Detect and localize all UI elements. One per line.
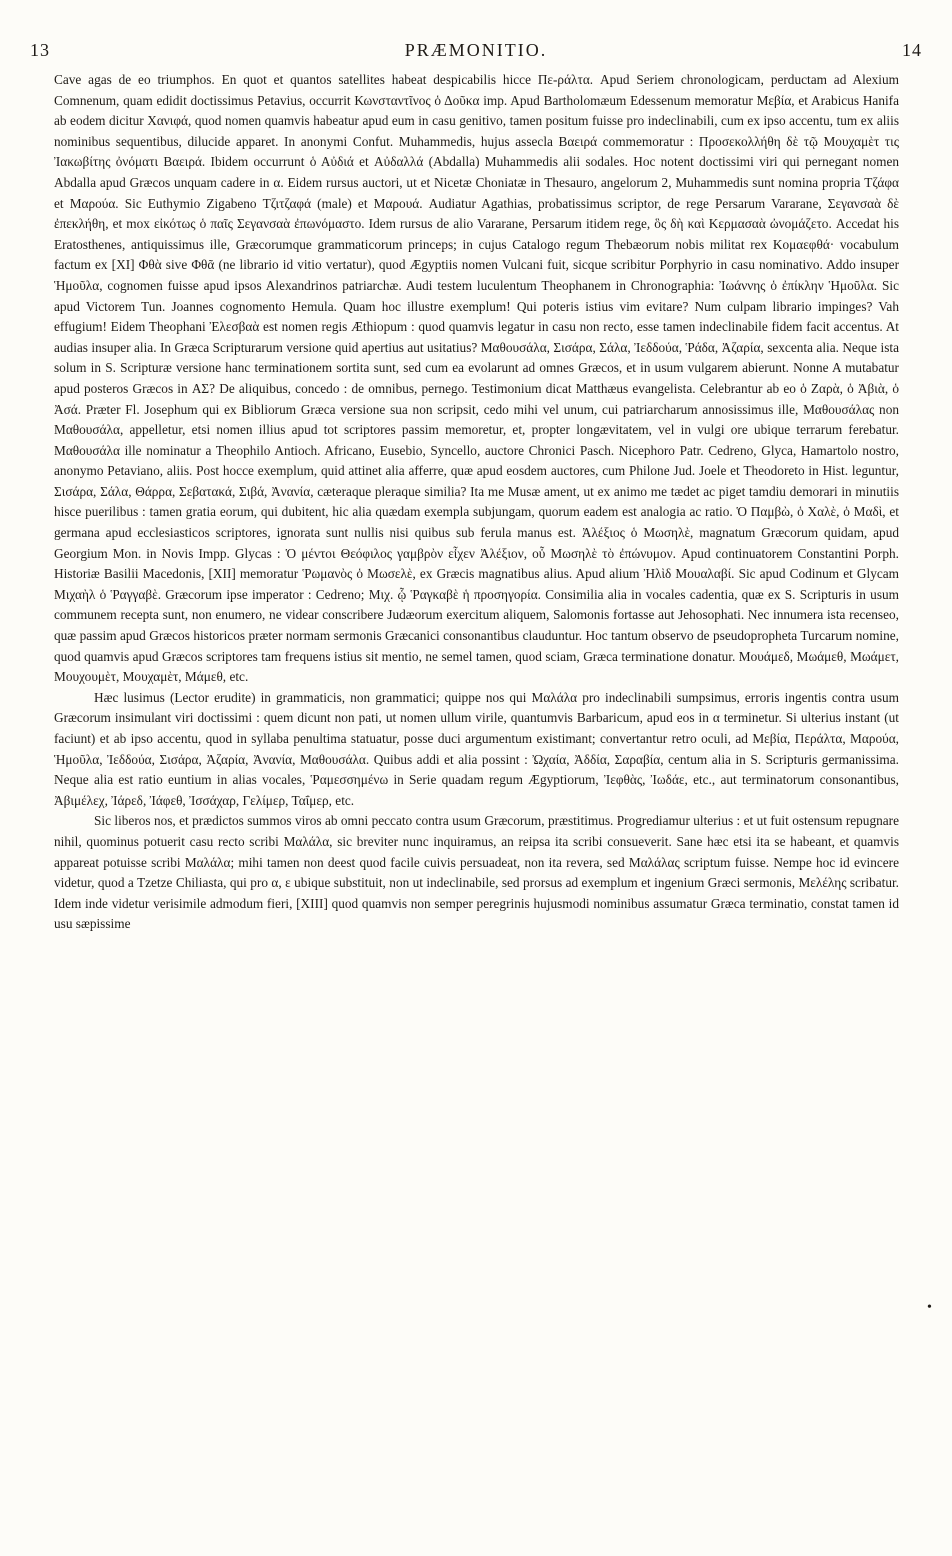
running-header xyxy=(30,40,922,66)
paragraph-1: Cave agas de eo triumphos. En quot et quantos satellites habeat despicabilis hicce Πε-ράλτα. Apud Seriem chronologicam, perductam ad Alexium Comnenum, quam edidit doctissimus Petavius, occurrit Κωνσταντῖνος ὁ Δοῦκα imp. Apud Bartholomæum Edessenum memoratur Μεβία, et Arabicus Hanifa ab eodem dicitur Χανιφά, quod nomen quamvis habeatur apud eum in casu genitivo, tamen positum fuisse pro indeclinabili, cum ex ipso accentu, tum ex aliis nominibus sequentibus, dilucide apparet. In anonymi Confut. Muhammedis, hujus assecla Βαειρά commemoratur : Προσεκολλήθη δὲ τῷ Μουχαμὲτ τις Ἰακωβίτης ὀνόματι Βαειρά. Ibidem occurrunt ὁ Αὐδιά et Αὐδαλλά (Abdalla) Muhammedis alii sodales. Hoc notent doctissimi viri qui pernegant nomen Abdalla apud Græcos unquam cadere in α. Eidem rursus auctori, ut et Nicetæ Choniatæ in Thesauro, angelorum 2, Muhammedis sunt nomina propria Τζάφα et Μαρούα. Sic Euthymio Zigabeno Τζιτζαφά (male) et Μαρουά. Audiatur Agathias, probatissimus scriptor, de rege Persarum Vararane, Σεγανσαὰ δὲ ἐπεκλήθη, et mox εἰκότως ὁ παῖς Σεγανσαὰ ἐπωνόμαστο. Idem rursus de alio Vararane, Persarum itidem rege, ὃς δὴ καὶ Κερμασαὰ ὠνομάζετο. Accedat his Eratosthenes, antiquissimus ille, Græcorumque grammaticorum princeps; in cujus Catalogo regum Thebæorum nobis militat rex Κομαεφθά· vocabulum factum ex [XI] Φθὰ sive Φθᾶ (ne librario id vitio vertatur), quod Ægyptiis nomen Vulcani fuit, sicque scribitur Porphyrio in casu nominativo. Addo insuper Ἡμοῦλα, cognomen fuisse apud ipsos Alexandrinos patriarchæ. Audi testem luculentum Theophanem in Chronographia: Ἰωάννης ὁ ἐπίκλην Ἡμοῦλα. Sic apud Victorem Tun. Joannes cognomento Hemula. Quam hoc illustre exemplum! Qui poteris istius vim evitare? Num culpam librario impinges? Vah effugium! Eidem Theophani Ἐλεσβαὰ est nomen regis Æthiopum : quod quamvis legatur in casu non recto, esse tamen indeclinabile fidem facit accentus. At audias insuper alia. In Græca Scripturarum versione quid apertius aut usitatius? Μαθουσάλα, Σισάρα, Σάλα, Ἰεδδούα, Ῥάδα, Ἀζαρία, sexcenta alia. Neque ista solum in S. Scripturæ versione hanc terminationem sortita sunt, sed cum ea evolarunt ad omnes Græcos, et in usum vulgarem abierunt. Nonne A mutabatur apud posteros Græcos in ΑΣ? De aliquibus, concedo : de omnibus, pernego. Testimonium dicat Matthæus evangelista. Celebrantur ab eo ὁ Ζαρὰ, ὁ Ἀβιὰ, ὁ Ἀσά. Præter Fl. Josephum qui ex Bibliorum Græca versione sua non scripsit, cedo mihi vel unum, cui patriarcharum annosissimus ille, Μαθουσάλας non Μαθουσάλα, appelletur, etsi nomen illius apud tot scriptores passim memoretur, et, propter longævitatem, vel in vulgi ore ubique terrarum ferebatur. Μαθουσάλα ille nominatur a Theophilo Antioch. Africano, Eusebio, Syncello, auctore Chronici Pasch. Nicephoro Patr. Cedreno, Glyca, Hamartolo nostro, anonymo Petaviano, aliis. Post hocce exemplum, quid attinet alia afferre, quæ apud eosdem auctores, cum Philone Jud. Joele et Theodoreto in Hist. leguntur, Σισάρα, Σάλα, Θάρρα, Σεβατακά, Σιβά, Ἀνανία, cæteraque pleraque similia? Ita me Musæ ament, ut ex animo me tædet ac piget tamdiu demorari in minutiis hisce puerilibus : tamen gratia eorum, qui dubitent, hic alia quædam exempla subjungam, quorum eadem est analogia ac ratio. Ὁ Παμβὼ, ὁ Χαλὲ, ὁ Μαδὶ, et germana apud ecclesiasticos scriptores, ignorata sunt nullis nisi quibus sub ferula manus est. Ἀλέξιος ὁ Μωσηλὲ, magnatum Græcorum quidam, apud Georgium Mon. in Novis Impp. Glycas : Ὁ μέντοι Θεόφιλος γαμβρὸν εἶχεν Ἀλέξιον, οὗ Μωσηλὲ τὸ ἐπώνυμον. Apud continuatorem Constantini Porph. Historiæ Basilii Macedonis, [XII] memoratur Ῥωμανὸς ὁ Μωσελὲ, ex Græcis magnatibus alius. Apud alium Ἠλὶδ Μουαλαβί. Sic apud Codinum et Glycam Μιχαὴλ ὁ Ῥαγγαβὲ. Græcorum ipse imperator : Cedreno; Μιχ. ᾧ Ῥαγκαβὲ ἡ προσηγορία. Consimilia alia in vocales cadentia, quæ ex S. Scripturis in usum communem recepta sunt, non enumero, ne videar conscribere Judæorum exercitum aliquem, Salomonis fortasse aut Jehosophati. Nec innumera ista recenseo, quæ passim apud Græcos historicos præter normam sermonis Græcanici consonantibus clauduntur. Hoc tantum observo de pseudopropheta Turcarum nomine, quod quamvis apud Græcos scriptores tam frequens istius sit mentio, ne semel tamen, quod sciam, Græca terminatione donatur. Μουάμεδ, Μωάμεθ, Μωάμετ, Μουχουμὲτ, Μουχαμὲτ, Μάμεθ, etc. xyxy=(54,72,899,685)
paragraph-2: Hæc lusimus (Lector erudite) in grammaticis, non grammatici; quippe nos qui Μαλάλα pro indeclinabili sumpsimus, erroris ingentis contra usum Græcorum insimulant viri doctissimi : quem dicunt non pati, ut nomen ullum virile, quantumvis Barbaricum, apud eos in α terminetur. Si ulterius instant (ut faciunt) et ab ipso accentu, quod in syllaba penultima statuatur, posse duci argumentum existimant; convertantur retro oculi, ad Μεβία, Περάλτα, Μαρούα, Ἡμοῦλα, Ἰεδδούα, Σισάρα, Ἀζαρία, Ἀνανία, Μαθουσάλα. Quibus addi et alia possint : Ὠχαία, Ἀδδία, Σαραβία, centum alia in S. Scripturis germanissima. Neque alia est ratio euntium in alias vocales, Ῥαμεσσημένω in Serie quadam regum Ægyptiorum, Ἰεφθὰς, Ἰωδάε, etc., aut terminatorum consonantibus, Ἀβιμέλεχ, Ἰάρεδ, Ἰάφεθ, Ἰσσάχαρ, Γελίμερ, Ταΐμερ, etc. xyxy=(54,689,899,808)
running-title: PRÆMONITIO. xyxy=(404,40,548,60)
page-mark: 14 xyxy=(902,40,922,60)
text-body xyxy=(54,70,899,935)
paragraph-3: Sic liberos nos, et prædictos summos viros ab omni peccato contra usum Græcorum, præstitimus. Progrediamur ulterius : et ut fuit ostensum repugnare nihil, quominus potuerit casu recto scribi Μαλάλα, sic breviter nunc inquiramus, an reipsa ita scribi consueverit. Sane hæc etsi ita se habeant, et quamvis appareat potuisse scribi Μαλάλα; mihi tamen non deest quod facile cuivis persuadeat, non ita revera, sed Μαλάλας scriptum fuisse. Nempe hoc id evincere videtur, quod a Tzetze Chiliasta, qui pro α, ε ubique substituit, non ut indeclinabile, sed prorsus ad exemplum et ingenium Græci sermonis, Μελέλης scribatur. Idem inde videtur verisimile admodum fieri, [XIII] quod quamvis non semper peregrinis hujusmodi nominibus assumatur Græca terminatio, constat tamen id usu sæpissime xyxy=(54,813,899,932)
margin-bullet: • xyxy=(927,1300,932,1315)
page-number: 13 xyxy=(30,40,50,60)
